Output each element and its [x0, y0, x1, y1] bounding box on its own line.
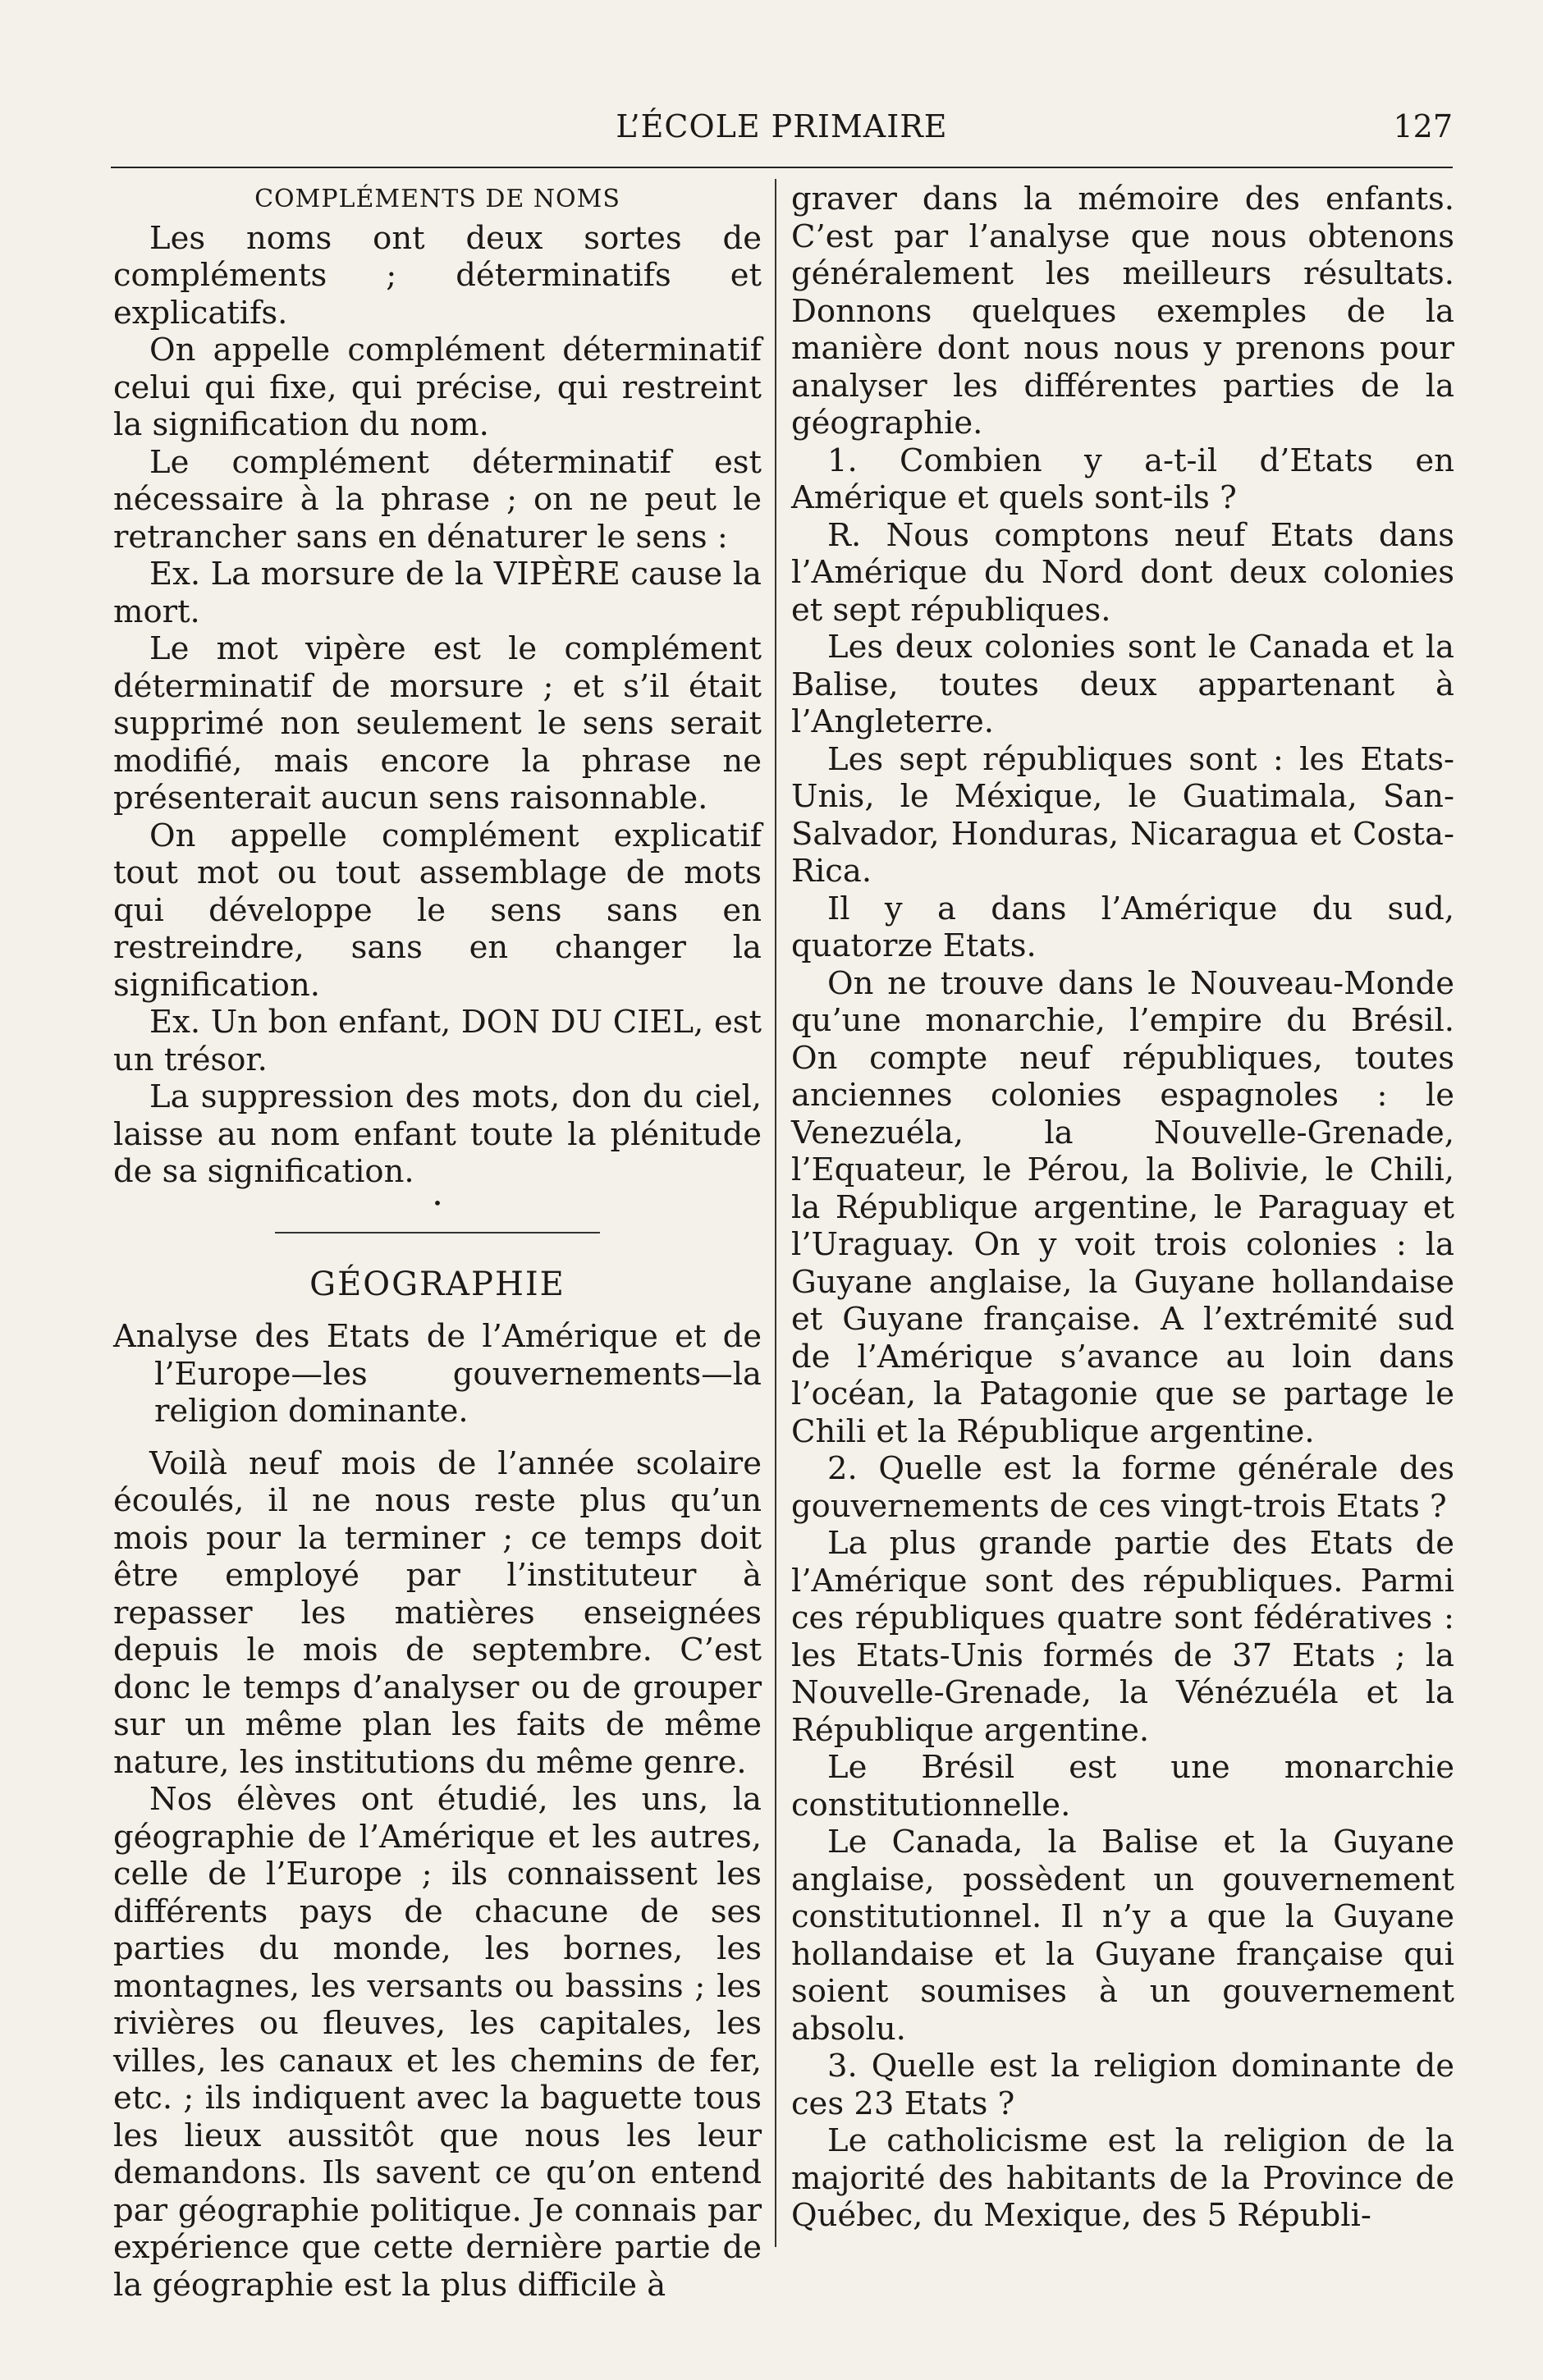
section-rule: [275, 1232, 600, 1233]
question: 2. Quelle est la forme générale des gouvernements de ces vingt-trois Etats ?: [791, 1450, 1454, 1525]
paragraph: Le catholicisme est la religion de la majorité des habitants de la Province de Québec, du Mexique, des 5 Républi-: [791, 2122, 1454, 2234]
paragraph: Le mot vipère est le complément déterminatif de morsure ; et s’il était supprimé non seulement le sens serait modifié, mais encore la phrase ne présenterait aucun sens raisonnable.: [113, 630, 762, 817]
paragraph: Le complément déterminatif est nécessaire à la phrase ; on ne peut le retrancher sans en dénaturer le sens :: [113, 443, 762, 556]
paragraph: Le Brésil est une monarchie constitutionnelle.: [791, 1749, 1454, 1824]
question: 3. Quelle est la religion dominante de ces 23 Etats ?: [791, 2048, 1454, 2122]
section-heading-geographie: GÉOGRAPHIE: [309, 1265, 565, 1303]
column-divider: [775, 179, 776, 2247]
paragraph: Les noms ont deux sortes de compléments ; déterminatifs et explicatifs.: [113, 219, 762, 332]
spacer: [113, 1430, 762, 1445]
example: Ex. Un bon enfant, DON DU CIEL, est un trésor.: [113, 1004, 762, 1078]
paragraph: graver dans la mémoire des enfants. C’est par l’analyse que nous obtenons généralement les meilleurs résultats. Donnons quelques exemples de la manière dont nous nous y prenons pour analyser les différentes parties de la géographie.: [791, 181, 1454, 442]
paragraph: Le Canada, la Balise et la Guyane anglaise, possèdent un gouvernement constitutionnel. Il n’y a que la Guyane hollandaise et la Guyane française qui soient soumises à un gouvernement absolu.: [791, 1824, 1454, 2048]
paragraph: On appelle complément déterminatif celui qui fixe, qui précise, qui restreint la signification du nom.: [113, 332, 762, 443]
paragraph: Il y a dans l’Amérique du sud, quatorze Etats.: [791, 890, 1454, 964]
question: 1. Combien y a-t-il d’Etats en Amérique et quels sont-ils ?: [791, 442, 1454, 516]
right-column: [791, 181, 1454, 2235]
paragraph: Voilà neuf mois de l’année scolaire écoulés, il ne nous reste plus qu’un mois pour la terminer ; ce temps doit être employé par l’instituteur à repasser les matières enseignées depuis le mois de septembre. C’est donc le temps d’analyser ou de grouper sur un même plan les faits de même nature, les institutions du même genre.: [113, 1444, 762, 1781]
separator-dot: •: [433, 1192, 442, 1213]
section-heading-complements: COMPLÉMENTS DE NOMS: [254, 185, 620, 213]
header-rule: [111, 167, 1453, 168]
page-number: 127: [1393, 108, 1453, 144]
paragraph: Les sept républiques sont : les Etats-Unis, le Méxique, le Guatimala, San-Salvador, Honduras, Nicaragua et Costa-Rica.: [791, 740, 1454, 890]
paragraph: On ne trouve dans le Nouveau-Monde qu’une monarchie, l’empire du Brésil. On compte neuf républiques, toutes anciennes colonies espagnoles : le Venezuéla, la Nouvelle-Grenade, l’Equateur, le Pérou, la Bolivie, le Chili, la République argentine, le Paraguay et l’Uraguay. On y voit trois colonies : la Guyane anglaise, la Guyane hollandaise et Guyane française. A l’extrémité sud de l’Amérique s’avance au loin dans l’océan, la Patagonie que se partage le Chili et la République argentine.: [791, 964, 1454, 1450]
paragraph: La plus grande partie des Etats de l’Amérique sont des républiques. Parmi ces républiques quatre sont fédératives : les Etats-Unis formés de 37 Etats ; la Nouvelle-Grenade, la Vénézuéla et la République argentine.: [791, 1525, 1454, 1749]
page-header: [111, 108, 1453, 158]
answer: R. Nous comptons neuf Etats dans l’Amérique du Nord dont deux colonies et sept républiques.: [791, 516, 1454, 629]
paragraph: On appelle complément explicatif tout mot ou tout assemblage de mots qui développe le sens sans en restreindre, sans en changer la signification.: [113, 817, 762, 1004]
left-column: [113, 181, 762, 2304]
example: Ex. La morsure de la VIPÈRE cause la mort.: [113, 556, 762, 630]
paragraph: La suppression des mots, don du ciel, laisse au nom enfant toute la plénitude de sa signification.: [113, 1078, 762, 1190]
paragraph: Les deux colonies sont le Canada et la Balise, toutes deux appartenant à l’Angleterre.: [791, 629, 1454, 740]
running-title: L’ÉCOLE PRIMAIRE: [616, 108, 948, 144]
paragraph: Nos élèves ont étudié, les uns, la géographie de l’Amérique et les autres, celle de l’Europe ; ils connaissent les différents pays de chacune de ses parties du monde, les bornes, les montagnes, les versants ou bassins ; les rivières ou fleuves, les capitales, les villes, les canaux et les chemins de fer, etc. ; ils indiquent avec la baguette tous les lieux aussitôt que nous les leur demandons. Ils savent ce qu’on entend par géographie politique. Je connais par expérience que cette dernière partie de la géographie est la plus difficile à: [113, 1781, 762, 2304]
section-subtitle: Analyse des Etats de l’Amérique et de l’Europe—les gouvernements—la religion dominante.: [113, 1318, 762, 1430]
